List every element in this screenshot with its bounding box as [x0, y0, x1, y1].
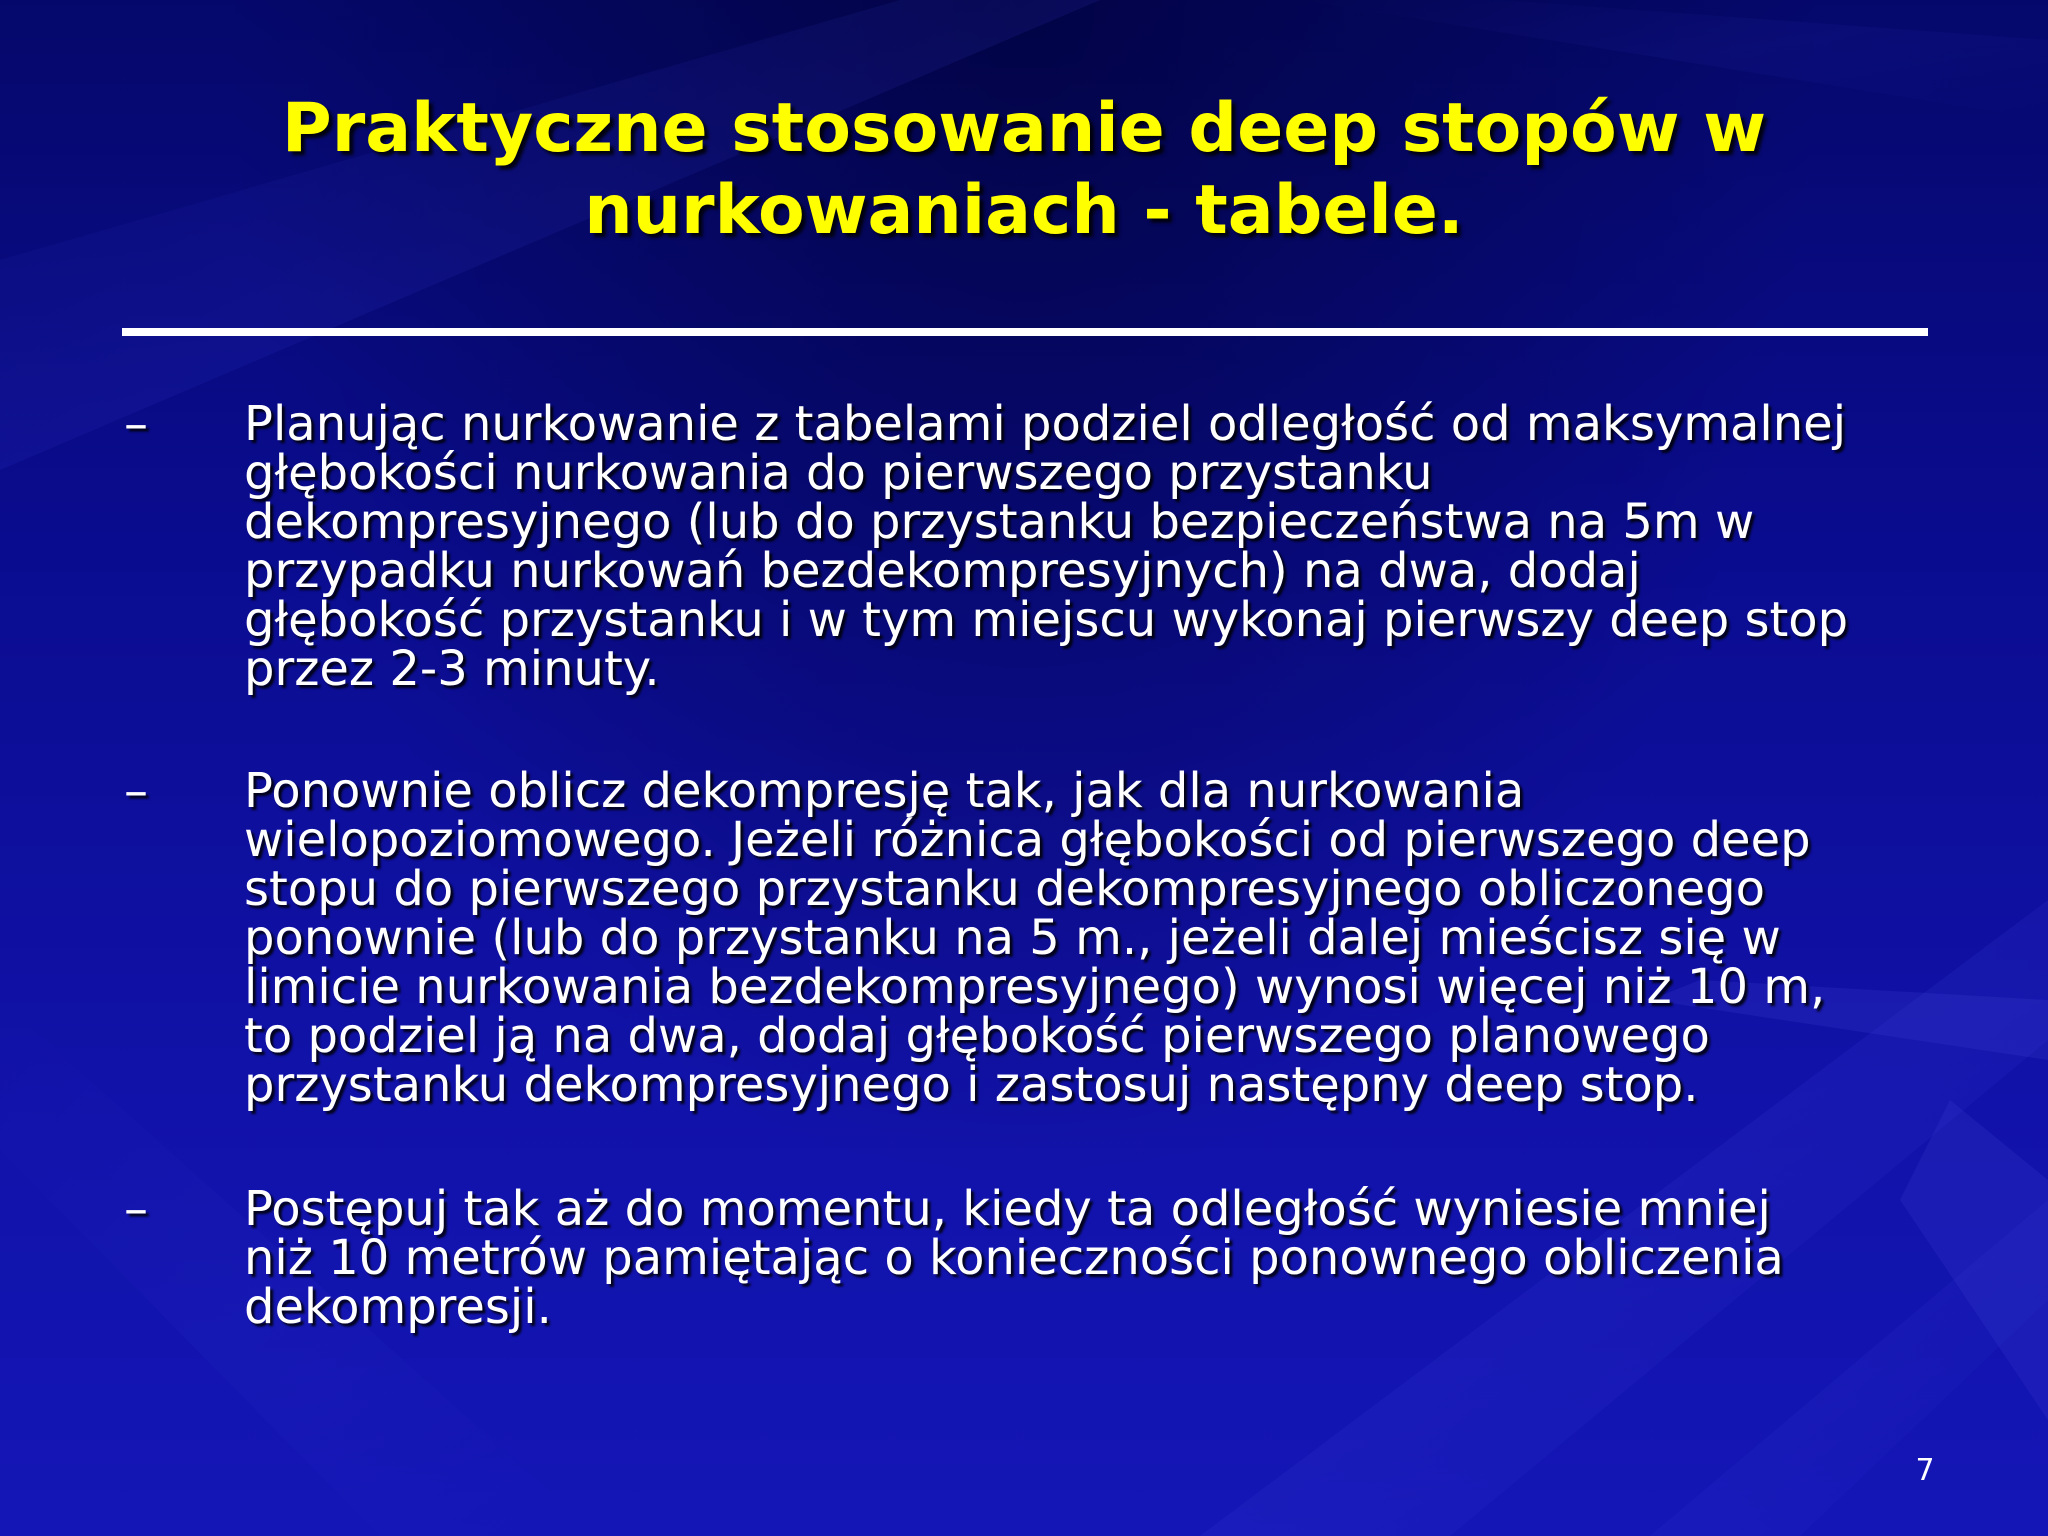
- title-line-1: Praktyczne stosowanie deep stopów w: [281, 89, 1767, 168]
- bullet-text: [244, 396, 1974, 697]
- bullet-line: dekompresji.: [244, 1279, 552, 1335]
- bullet-text: [244, 1181, 1974, 1335]
- bullet-line: niż 10 metrów pamiętając o konieczności ponownego obliczenia: [244, 1230, 1784, 1286]
- bullet-line: wielopoziomowego. Jeżeli różnica głębokości od pierwszego deep: [244, 812, 1811, 868]
- bullet-line: limicie nurkowania bezdekompresyjnego) wynosi więcej niż 10 m,: [244, 959, 1826, 1015]
- bullet-dash: –: [124, 396, 148, 452]
- page-number: 7: [1915, 1453, 1935, 1488]
- bullet-line: ponownie (lub do przystanku na 5 m., jeżeli dalej mieścisz się w: [244, 910, 1781, 966]
- bullet-text: [244, 763, 1974, 1113]
- bullet-line: dekompresyjnego (lub do przystanku bezpieczeństwa na 5m w: [244, 494, 1755, 550]
- bullet-line: przystanku dekompresyjnego i zastosuj następny deep stop.: [244, 1057, 1699, 1113]
- bullet-line: stopu do pierwszego przystanku dekompresyjnego obliczonego: [244, 861, 1765, 917]
- bullet-dash: –: [124, 763, 148, 819]
- title-divider: [122, 328, 1928, 336]
- bullet-line: Ponownie oblicz dekompresję tak, jak dla nurkowania: [244, 763, 1525, 819]
- bullet-line: głębokość przystanku i w tym miejscu wykonaj pierwszy deep stop: [244, 592, 1849, 648]
- bullet-line: przypadku nurkowań bezdekompresyjnych) na dwa, dodaj: [244, 543, 1641, 599]
- bullet-line: to podziel ją na dwa, dodaj głębokość pierwszego planowego: [244, 1008, 1710, 1064]
- bullet-line: Postępuj tak aż do momentu, kiedy ta odległość wyniesie mniej: [244, 1181, 1771, 1237]
- bullet-line: głębokości nurkowania do pierwszego przystanku: [244, 445, 1433, 501]
- bullet-line: przez 2-3 minuty.: [244, 641, 660, 697]
- bullet-line: Planując nurkowanie z tabelami podziel odległość od maksymalnej: [244, 396, 1847, 452]
- title-line-2: nurkowaniach - tabele.: [584, 171, 1464, 250]
- slide-title: [0, 88, 2048, 252]
- bullet-dash: –: [124, 1181, 148, 1237]
